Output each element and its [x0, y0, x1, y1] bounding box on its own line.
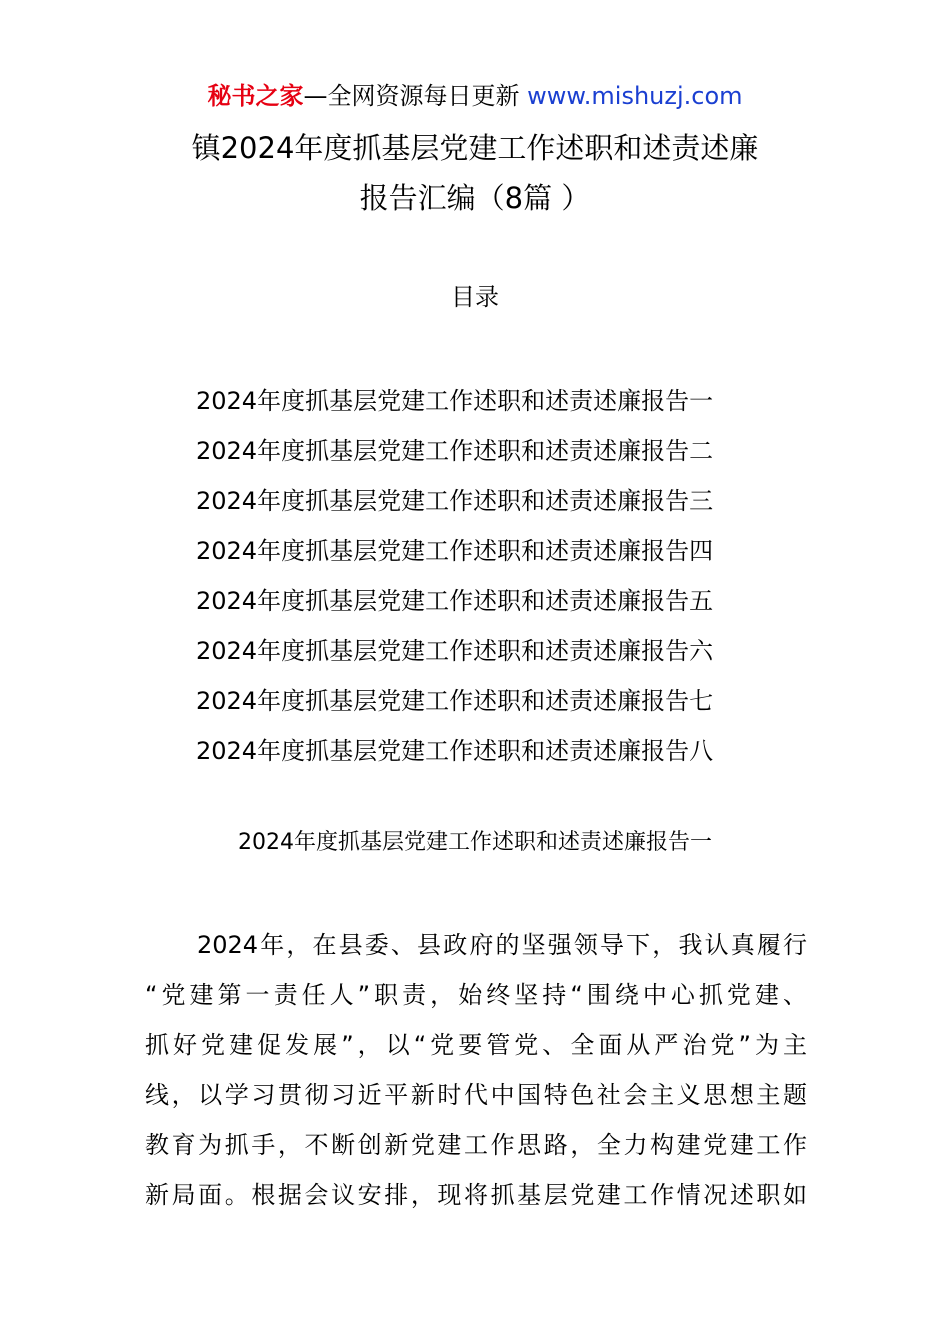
brand-name: 秘书之家 [207, 82, 304, 110]
toc-item-1[interactable]: 2024年度抓基层党建工作述职和述责述廉报告一 [196, 387, 714, 415]
body-line: 线，以学习贯彻习近平新时代中国特色社会主义思想主题 [145, 1081, 807, 1109]
section-heading: 2024年度抓基层党建工作述职和述责述廉报告一 [238, 830, 712, 855]
body-line: 新局面。根据会议安排，现将抓基层党建工作情况述职如 [145, 1181, 807, 1209]
body-line: 2024年，在县委、县政府的坚强领导下，我认真履行 [197, 931, 807, 959]
body-paragraph [145, 920, 807, 1220]
document-title-line-2: 报告汇编（8篇 ） [359, 181, 591, 215]
table-of-contents [196, 376, 713, 776]
toc-heading: 目录 [451, 283, 499, 311]
toc-item-6[interactable]: 2024年度抓基层党建工作述职和述责述廉报告六 [196, 637, 714, 665]
site-url-link[interactable]: www.mishuzj.com [527, 82, 743, 110]
body-line: 抓好党建促发展”，以“党要管党、全面从严治党”为主 [145, 1031, 807, 1059]
toc-item-4[interactable]: 2024年度抓基层党建工作述职和述责述廉报告四 [196, 537, 714, 565]
toc-item-5[interactable]: 2024年度抓基层党建工作述职和述责述廉报告五 [196, 587, 714, 615]
toc-item-3[interactable]: 2024年度抓基层党建工作述职和述责述廉报告三 [196, 487, 714, 515]
document-title-line-1: 镇2024年度抓基层党建工作述职和述责述廉 [191, 131, 759, 165]
toc-item-2[interactable]: 2024年度抓基层党建工作述职和述责述廉报告二 [196, 437, 714, 465]
site-header [0, 80, 950, 112]
toc-item-7[interactable]: 2024年度抓基层党建工作述职和述责述廉报告七 [196, 687, 714, 715]
header-tagline: —全网资源每日更新 [303, 82, 520, 110]
body-line: “党建第一责任人”职责，始终坚持“围绕中心抓党建、 [145, 981, 807, 1009]
toc-item-8[interactable]: 2024年度抓基层党建工作述职和述责述廉报告八 [196, 737, 714, 765]
body-line: 教育为抓手，不断创新党建工作思路，全力构建党建工作 [145, 1131, 807, 1159]
